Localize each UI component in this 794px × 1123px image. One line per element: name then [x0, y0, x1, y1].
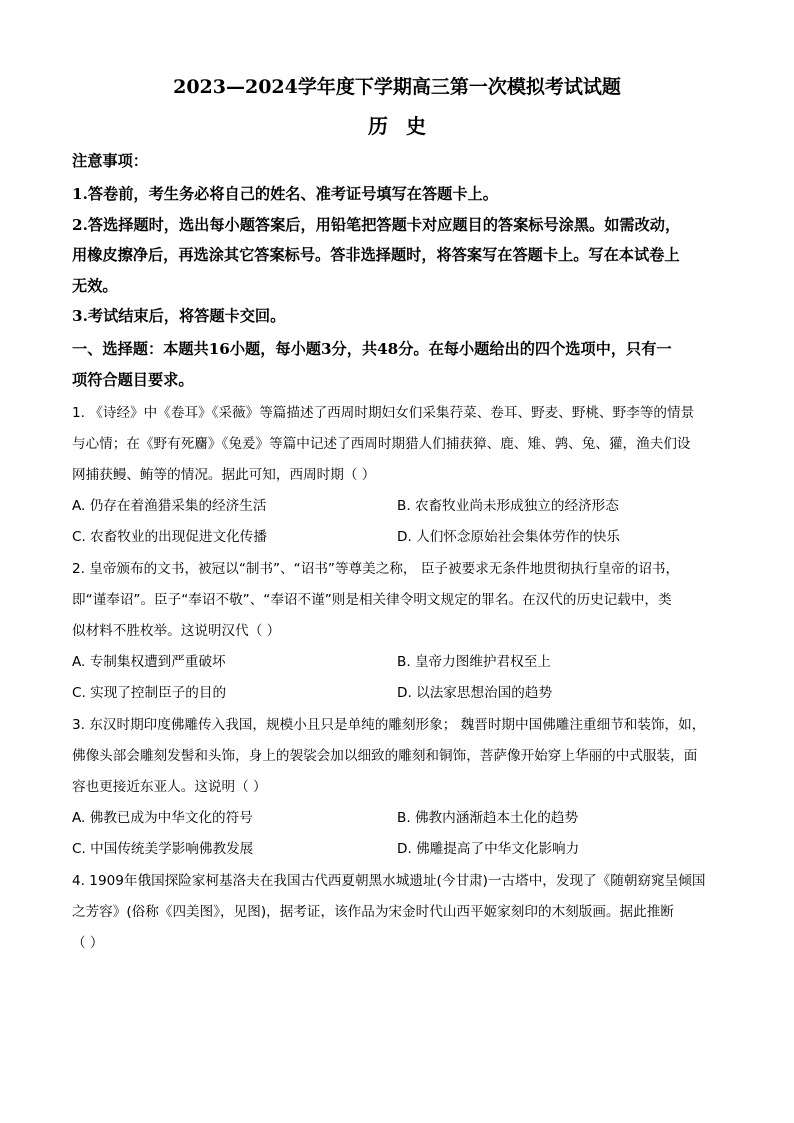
notice-item-2-line-2: 用橡皮擦净后，再选涂其它答案标号。答非选择题时，将答案写在答题卡上。写在本试卷上 — [72, 246, 680, 264]
q2-option-d: D. 以法家思想治国的趋势 — [397, 685, 553, 701]
q3-stem-line-2: 佛像头部会雕刻发髻和头饰，身上的袈裟会加以细致的雕刻和铜饰，菩萨像开始穿上华丽的中式服装，面 — [72, 748, 698, 764]
q3-stem-line-3: 容也更接近东亚人。这说明（ ） — [72, 779, 267, 795]
exam-title: 2023—2024学年度下学期高三第一次模拟考试试题 — [173, 76, 621, 98]
q2-option-a: A. 专制集权遭到严重破坏 — [72, 654, 226, 670]
notice-item-2-line-3: 无效。 — [72, 277, 118, 295]
q1-stem-line-3: 网捕获鳗、鲔等的情况。据此可知，西周时期（ ） — [72, 467, 376, 483]
subject-title: 历史 — [368, 114, 444, 138]
notice-item-1: 1.答卷前，考生务必将自己的姓名、准考证号填写在答题卡上。 — [72, 185, 498, 203]
q1-option-b: B. 农畜牧业尚未形成独立的经济形态 — [397, 498, 619, 514]
q2-stem-line-3: 似材料不胜枚举。这说明汉代（ ） — [72, 623, 281, 639]
q3-option-b: B. 佛教内涵渐趋本土化的趋势 — [397, 810, 579, 826]
q2-stem-line-1: 2. 皇帝颁布的文书，被冠以“制书”、“诏书”等尊美之称， 臣子被要求无条件地贯彻执行皇帝的诏书， — [72, 561, 680, 577]
q4-stem-line-2: 之芳容》(俗称《四美图》，见图)，据考证，该作品为宋金时代山西平姬家刻印的木刻版画。据此推断 — [72, 904, 674, 920]
q3-option-d: D. 佛雕提高了中华文化影响力 — [397, 841, 580, 857]
q4-stem-line-1: 4. 1909年俄国探险家柯基洛夫在我国古代西夏朝黑水城遗址(今甘肃)一古塔中，发现了《随朝窈窕呈倾国 — [72, 873, 706, 889]
notice-heading: 注意事项： — [72, 152, 148, 170]
q3-stem-line-1: 3. 东汉时期印度佛雕传入我国，规模小且只是单纯的雕刻形象； 魏晋时期中国佛雕注重细节和装饰，如， — [72, 717, 706, 733]
section-heading-line-1: 一、选择题：本题共16小题，每小题3分，共48分。在每小题给出的四个选项中，只有一 — [72, 340, 672, 358]
q3-option-c: C. 中国传统美学影响佛教发展 — [72, 841, 254, 857]
q3-option-a: A. 佛教已成为中华文化的符号 — [72, 810, 253, 826]
q1-option-a: A. 仍存在着渔猎采集的经济生活 — [72, 498, 267, 514]
q1-option-d: D. 人们怀念原始社会集体劳作的快乐 — [397, 529, 621, 545]
q2-stem-line-2: 即“谨奉诏”。臣子“奉诏不敬”、“奉诏不谨”则是相关律令明文规定的罪名。在汉代的历史记载中，类 — [72, 592, 672, 608]
q1-option-c: C. 农畜牧业的出现促进文化传播 — [72, 529, 267, 545]
notice-item-3: 3.考试结束后，将答题卡交回。 — [72, 307, 286, 325]
notice-item-2-line-1: 2.答选择题时，选出每小题答案后，用铅笔把答题卡对应题目的答案标号涂黑。如需改动， — [72, 216, 681, 234]
q2-option-b: B. 皇帝力图维护君权至上 — [397, 654, 551, 670]
q4-stem-line-3: （ ） — [72, 935, 104, 951]
q2-option-c: C. 实现了控制臣子的目的 — [72, 685, 227, 701]
q1-stem-line-2: 与心情；在《野有死麕》《兔爰》等篇中记述了西周时期猎人们捕获獐、鹿、雉、鹑、兔、獾，渔夫们设 — [72, 436, 691, 452]
q1-stem-line-1: 1. 《诗经》中《卷耳》《采薇》等篇描述了西周时期妇女们采集荇菜、卷耳、野麦、野桃、野李等的情景 — [72, 405, 695, 421]
section-heading-line-2: 项符合题目要求。 — [72, 371, 194, 389]
